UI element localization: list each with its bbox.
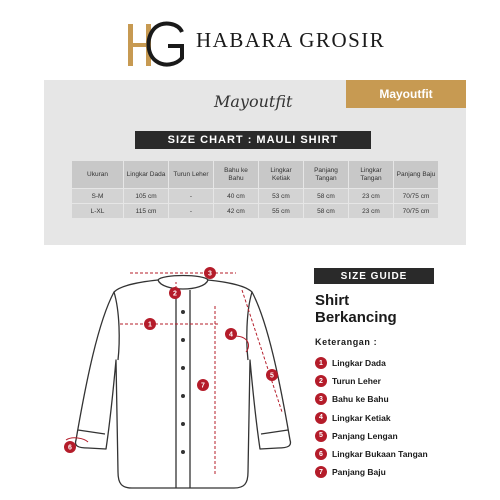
- legend-item: [315, 445, 428, 463]
- marker-4: 4: [229, 331, 233, 339]
- legend-number: 1: [315, 357, 327, 369]
- legend-label: Lingkar Ketiak: [332, 412, 391, 423]
- table-cell: 55 cm: [259, 204, 304, 219]
- marker-5: 5: [270, 372, 274, 380]
- legend-number: 4: [315, 412, 327, 424]
- column-header: Lingkar Dada: [124, 161, 169, 189]
- marker-2: 2: [173, 290, 177, 298]
- legend-item: [315, 409, 428, 427]
- legend-label: Panjang Lengan: [332, 430, 398, 441]
- table-cell: 42 cm: [214, 204, 259, 219]
- legend-item: [315, 463, 428, 481]
- script-brand: Mayoutfit: [214, 92, 293, 111]
- legend-item: [315, 427, 428, 445]
- brand-logo: [124, 18, 188, 70]
- column-header: Panjang Tangan: [304, 161, 349, 189]
- legend-item: [315, 372, 428, 390]
- legend-number: 2: [315, 375, 327, 387]
- brand-tag: Mayoutfit: [346, 80, 466, 108]
- measurement-legend: [315, 354, 428, 481]
- column-header: Lingkar Ketiak: [259, 161, 304, 189]
- table-cell: 70/75 cm: [394, 189, 439, 204]
- table-cell: -: [169, 189, 214, 204]
- legend-label: Lingkar Bukaan Tangan: [332, 449, 428, 460]
- table-cell: 58 cm: [304, 189, 349, 204]
- legend-item: [315, 354, 428, 372]
- column-header: Ukuran: [72, 161, 124, 189]
- column-header: Bahu ke Bahu: [214, 161, 259, 189]
- legend-item: [315, 390, 428, 408]
- table-cell: 58 cm: [304, 204, 349, 219]
- marker-7: 7: [201, 382, 205, 390]
- legend-label: Lingkar Dada: [332, 358, 386, 369]
- size-chart-title: SIZE CHART : MAULI SHIRT: [135, 131, 371, 149]
- table-cell: 53 cm: [259, 189, 304, 204]
- measure-markers: [64, 267, 278, 453]
- legend-label: Panjang Baju: [332, 467, 386, 478]
- table-header-row: [72, 161, 439, 189]
- legend-number: 3: [315, 393, 327, 405]
- table-cell: 105 cm: [124, 189, 169, 204]
- size-guide-bar: SIZE GUIDE: [314, 268, 434, 284]
- table-cell: 40 cm: [214, 189, 259, 204]
- guide-title-line: Berkancing: [315, 309, 397, 326]
- guide-title: [315, 292, 445, 326]
- size-chart-panel: [44, 80, 466, 245]
- column-header: Panjang Baju: [394, 161, 439, 189]
- table-cell: 70/75 cm: [394, 204, 439, 219]
- table-cell: 23 cm: [349, 204, 394, 219]
- table-row: [72, 204, 439, 219]
- table-cell: -: [169, 204, 214, 219]
- column-header: Lingkar Tangan: [349, 161, 394, 189]
- table-cell: 115 cm: [124, 204, 169, 219]
- brand-name: HABARA GROSIR: [196, 28, 386, 52]
- table-cell: 23 cm: [349, 189, 394, 204]
- legend-number: 7: [315, 466, 327, 478]
- legend-number: 5: [315, 430, 327, 442]
- size-chart-table: [71, 160, 439, 219]
- shirt-illustration: [58, 262, 298, 498]
- keterangan-label: Keterangan :: [315, 337, 378, 347]
- table-cell: L-XL: [72, 204, 124, 219]
- legend-number: 6: [315, 448, 327, 460]
- marker-3: 3: [208, 270, 212, 278]
- table-cell: S-M: [72, 189, 124, 204]
- table-row: [72, 189, 439, 204]
- guide-title-line: Shirt: [315, 292, 350, 309]
- column-header: Turun Leher: [169, 161, 214, 189]
- legend-label: Turun Leher: [332, 376, 381, 387]
- marker-1: 1: [148, 321, 152, 329]
- legend-label: Bahu ke Bahu: [332, 394, 389, 405]
- marker-6: 6: [68, 444, 72, 452]
